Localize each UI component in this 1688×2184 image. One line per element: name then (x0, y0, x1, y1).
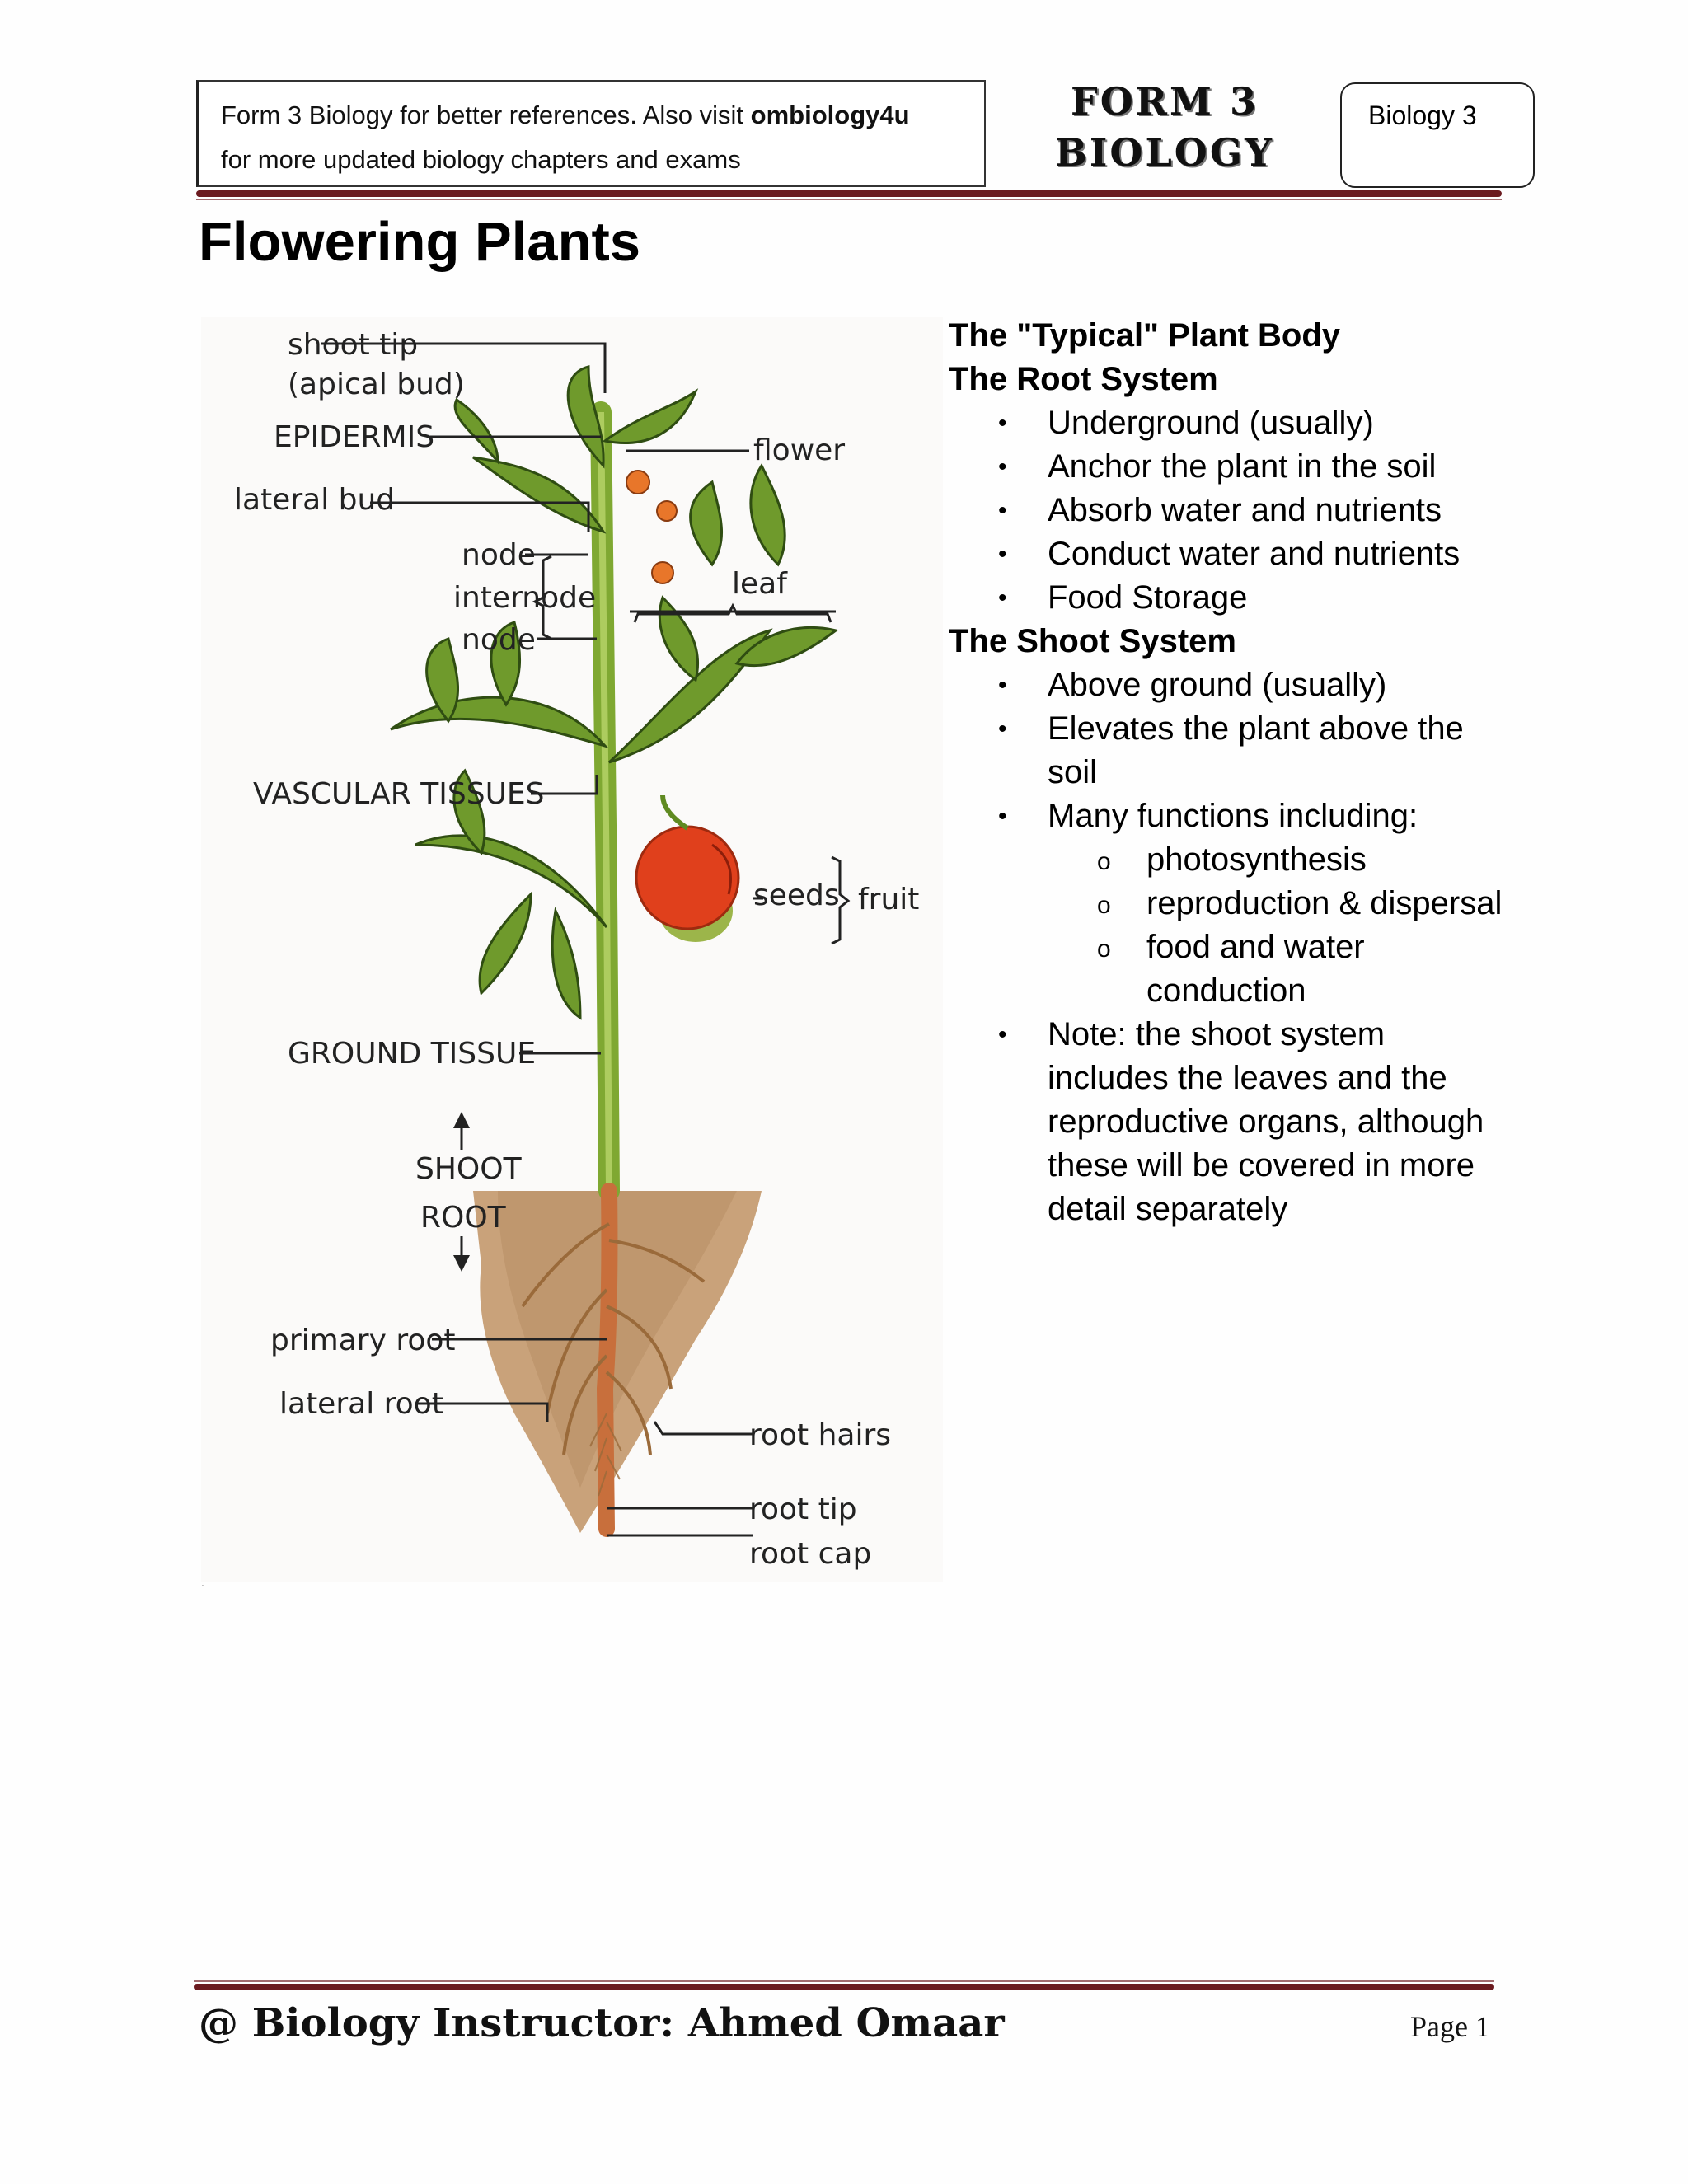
label-root: ROOT (420, 1201, 506, 1235)
label-apical-bud: (apical bud) (288, 368, 465, 401)
list-item (949, 663, 1509, 707)
footer-rule-thin (194, 1980, 1494, 1982)
label-shoot: SHOOT (415, 1152, 522, 1186)
label-vascular-tissues: VASCULAR TISSUES (253, 777, 545, 811)
footer-instructor: @ Biology Instructor: Ahmed Omaar (199, 2000, 1005, 2046)
label-flower: flower (753, 434, 846, 467)
fruit (636, 827, 738, 929)
label-node-upper: node (462, 538, 536, 572)
plant-diagram-svg (201, 317, 943, 1582)
list-item-text: Above ground (usually) (1048, 667, 1387, 703)
figure-dot: . (201, 1576, 204, 1589)
list-item-text: Note: the shoot system includes the leaves and the reproductive organs, although these will be covered in more detail separately (1048, 1016, 1484, 1227)
page-title: Flowering Plants (199, 211, 641, 273)
bullet-icon: • (998, 541, 1007, 568)
label-ground-tissue: GROUND TISSUE (288, 1037, 537, 1071)
header-rule (196, 190, 1502, 197)
header-note-prefix: Form 3 Biology for better references. Also visit (221, 101, 751, 129)
label-root-tip: root tip (749, 1493, 857, 1526)
header-note-line2: for more updated biology chapters and exams (221, 145, 741, 174)
bullet-icon: • (998, 1021, 1007, 1048)
header-note-site: ombiology4u (750, 101, 910, 129)
label-leaf: leaf (732, 567, 787, 601)
list-item (949, 707, 1509, 794)
label-epidermis: EPIDERMIS (274, 420, 435, 454)
bullet-icon: • (998, 803, 1007, 830)
list-item-text: Conduct water and nutrients (1048, 536, 1461, 572)
sub-list-item (949, 882, 1509, 926)
page-number: Page 1 (1410, 2010, 1490, 2043)
heading-root-system: The Root System (949, 361, 1218, 397)
list-item (949, 489, 1509, 532)
list-item-text: Anchor the plant in the soil (1048, 448, 1437, 485)
header-note-box (196, 80, 986, 187)
brand-logo (1012, 76, 1317, 178)
bullet-icon: • (998, 453, 1007, 480)
list-item-text: Underground (usually) (1048, 405, 1374, 441)
list-item (949, 576, 1509, 620)
primary-root (605, 1191, 609, 1529)
brand-line1: FORM 3 (1071, 79, 1259, 124)
shoot-system-list (949, 663, 1509, 1231)
list-item (949, 1013, 1509, 1231)
circle-bullet-icon: o (1097, 935, 1111, 963)
plant-body-notes (949, 314, 1509, 1231)
subject-tag: Biology 3 (1340, 82, 1535, 188)
plant-diagram (201, 317, 943, 1582)
bullet-icon: • (998, 584, 1007, 612)
label-root-cap: root cap (749, 1537, 872, 1571)
bullet-icon: • (998, 672, 1007, 699)
label-seeds: seeds (753, 879, 840, 912)
label-lateral-bud: lateral bud (234, 483, 396, 517)
label-root-hairs: root hairs (749, 1418, 892, 1452)
root-system-list (949, 401, 1509, 620)
list-item-text: Many functions including: (1048, 798, 1418, 834)
circle-bullet-icon: o (1097, 892, 1111, 919)
list-item (949, 445, 1509, 489)
heading-plant-body: The "Typical" Plant Body (949, 317, 1341, 354)
sub-list-item (949, 926, 1509, 1013)
list-item (949, 532, 1509, 576)
bullet-icon: • (998, 497, 1007, 524)
label-fruit: fruit (858, 883, 920, 916)
label-lateral-root: lateral root (279, 1387, 443, 1421)
label-primary-root: primary root (270, 1324, 456, 1357)
list-item-text: Absorb water and nutrients (1048, 492, 1442, 528)
sub-list-item (949, 838, 1509, 882)
bullet-icon: • (998, 410, 1007, 437)
header-rule-thin (196, 199, 1502, 200)
circle-bullet-icon: o (1097, 848, 1111, 875)
heading-shoot-system: The Shoot System (949, 623, 1236, 659)
sub-list-item-text: food and water conduction (1146, 929, 1365, 1009)
brand-line2: BIOLOGY (1054, 130, 1274, 175)
list-item-text: Food Storage (1048, 579, 1248, 616)
footer-rule (194, 1984, 1494, 1990)
bullet-icon: • (998, 715, 1007, 743)
label-internode: internode (453, 581, 597, 615)
label-shoot-tip: shoot tip (288, 328, 419, 362)
sub-list-item-text: photosynthesis (1146, 841, 1367, 878)
list-item-text: Elevates the plant above the soil (1048, 710, 1464, 790)
list-item (949, 401, 1509, 445)
sub-list-item-text: reproduction & dispersal (1146, 885, 1503, 921)
list-item (949, 794, 1509, 838)
label-node-lower: node (462, 623, 536, 657)
